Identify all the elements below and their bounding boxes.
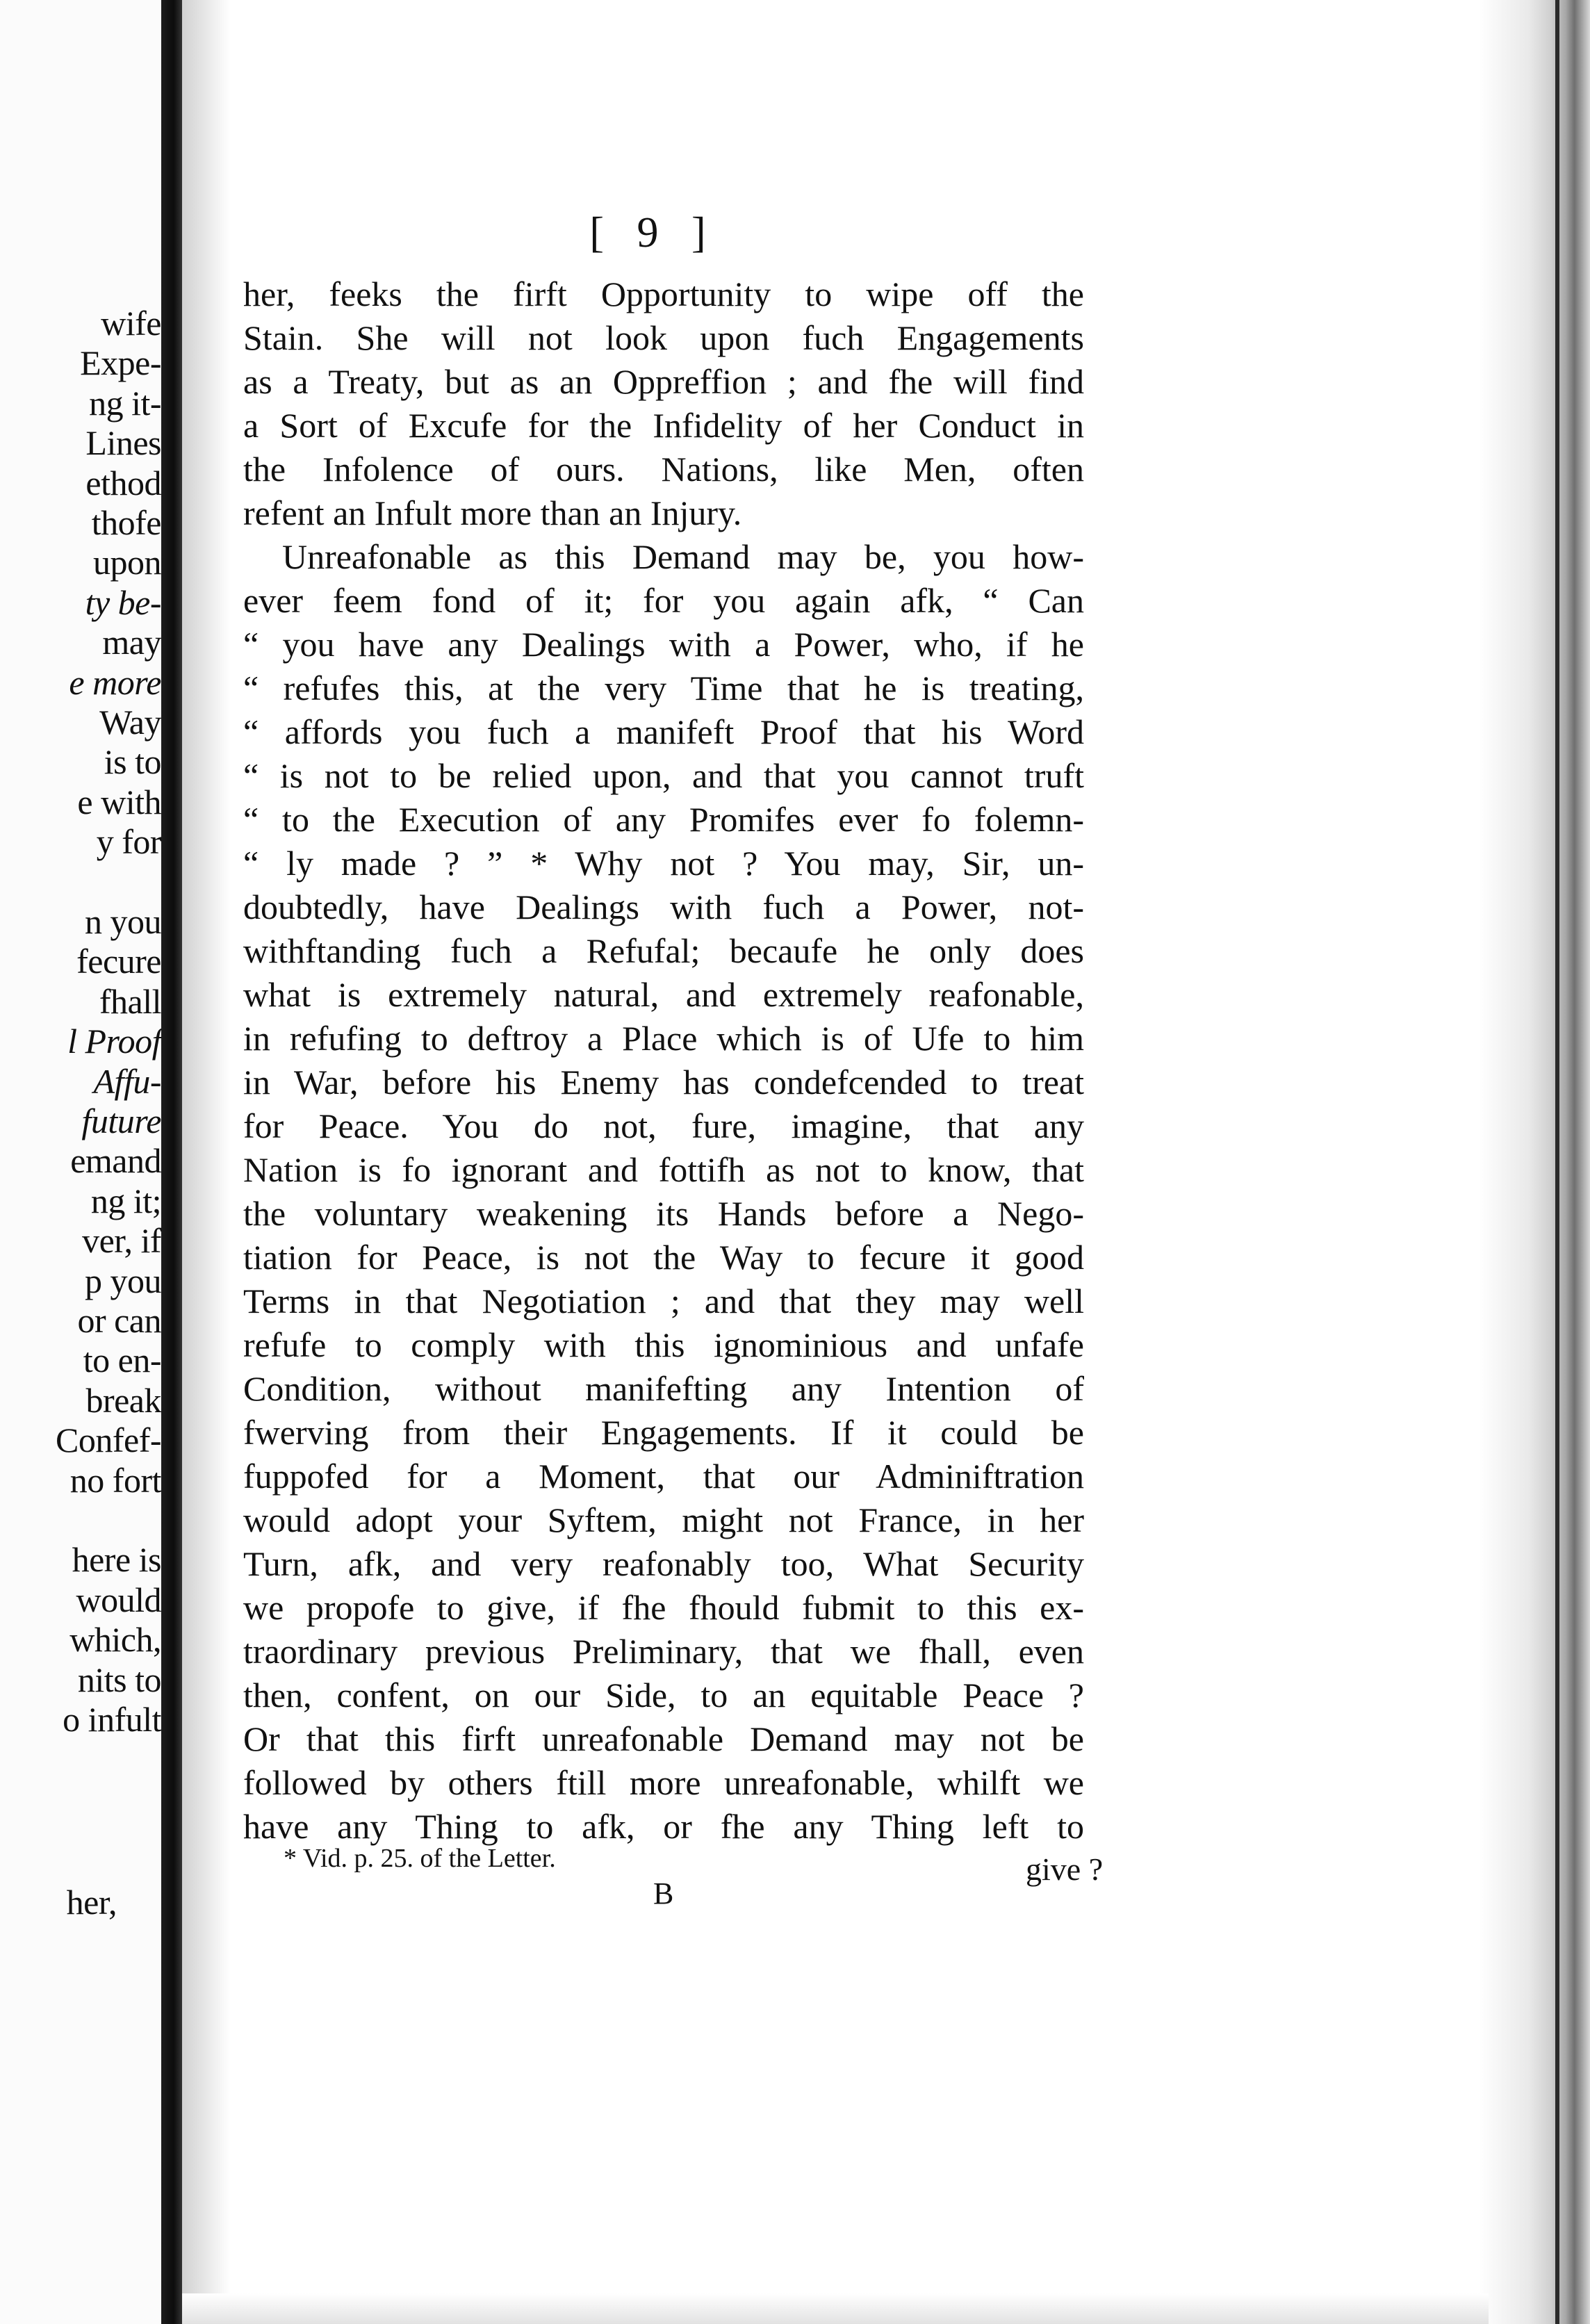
- text-line: fuppofed for a Moment, that our Adminiftration: [243, 1457, 1084, 1496]
- left-page-line: upon: [93, 543, 161, 582]
- signature-mark: B: [653, 1876, 674, 1910]
- left-page-line: n you: [85, 902, 161, 941]
- text-line: as a Treaty, but as an Oppreffion ; and fhe will find: [243, 362, 1084, 401]
- left-page-line: nits to: [77, 1660, 161, 1699]
- left-page-line: ty be-: [85, 582, 161, 622]
- left-page-line: thofe: [91, 503, 161, 542]
- left-page-line: Affu-: [93, 1061, 161, 1101]
- main-text-block: [243, 272, 1084, 1849]
- text-line: Or that this firft unreafonable Demand may not be: [243, 1719, 1084, 1758]
- left-page-line: which,: [69, 1620, 161, 1660]
- left-page-catchword: her,: [66, 1883, 117, 1922]
- left-page-line: fecure: [76, 942, 161, 981]
- left-page-line: or can: [77, 1301, 161, 1340]
- left-page-line: o infult: [63, 1700, 161, 1739]
- left-page-line: e with: [77, 782, 161, 821]
- text-line: “ to the Execution of any Promifes ever fo folemn-: [243, 800, 1084, 839]
- left-page-line: ver, if: [82, 1221, 161, 1261]
- footnote: * Vid. p. 25. of the Letter.: [284, 1844, 556, 1873]
- text-line: ever feem fond of it; for you again afk, “ Can: [243, 581, 1084, 620]
- left-page-line: Expe-: [80, 343, 161, 383]
- text-line: in War, before his Enemy has condefcended to treat: [243, 1063, 1084, 1102]
- text-line: traordinary previous Preliminary, that we fhall, even: [243, 1632, 1084, 1671]
- text-line: “ affords you fuch a manifeft Proof that his Word: [243, 712, 1084, 751]
- text-line: Condition, without manifefting any Intention of: [243, 1369, 1084, 1408]
- text-line: the Infolence of ours. Nations, like Men, often: [243, 450, 1084, 489]
- left-page-line: here is: [72, 1540, 161, 1580]
- left-page-line: Lines: [85, 423, 161, 463]
- left-page-line: p you: [85, 1261, 161, 1300]
- left-page-line: would: [76, 1580, 161, 1619]
- left-page-line: future: [81, 1102, 161, 1140]
- left-page-line: to en-: [83, 1341, 161, 1380]
- text-line: would adopt your Syftem, might not France, in her: [243, 1500, 1084, 1539]
- text-line: withftanding fuch a Refufal; becaufe he only does: [243, 931, 1084, 970]
- text-line: Unreafonable as this Demand may be, you how-: [282, 537, 1084, 576]
- text-line: Nation is fo ignorant and fottifh as not to know, that: [243, 1150, 1084, 1189]
- text-line: Stain. She will not look upon fuch Engagements: [243, 318, 1084, 357]
- text-line: tiation for Peace, is not the Way to fecure it good: [243, 1238, 1084, 1277]
- text-line: the voluntary weakening its Hands before a Nego-: [243, 1194, 1084, 1233]
- left-page-line: may: [102, 623, 161, 662]
- page-bottom-edge: [182, 2293, 1489, 2324]
- left-page-line: y for: [96, 822, 161, 862]
- left-page-line: l Proof: [67, 1022, 161, 1061]
- left-page-line: emand: [70, 1141, 161, 1181]
- left-page-line: ng it;: [90, 1181, 161, 1220]
- left-page-line: wife: [101, 304, 161, 343]
- text-line: refent an Infult more than an Injury.: [243, 493, 742, 532]
- left-page-line: break: [85, 1380, 161, 1420]
- page-right-edge: [1479, 0, 1590, 2324]
- text-line: “ refufes this, at the very Time that he is treating,: [243, 669, 1084, 707]
- text-line: refufe to comply with this ignominious and unfafe: [243, 1325, 1084, 1364]
- page-number-header: [ 9 ]: [589, 209, 717, 256]
- text-line: then, confent, on our Side, to an equitable Peace ?: [243, 1676, 1084, 1715]
- left-page-line: is to: [104, 742, 161, 782]
- left-page-fragment: [0, 0, 161, 2324]
- book-gutter: [161, 0, 182, 2324]
- text-line: in refufing to deftroy a Place which is of Ufe to him: [243, 1019, 1084, 1058]
- text-line: “ is not to be relied upon, and that you cannot truft: [243, 756, 1084, 795]
- text-line: followed by others ftill more unreafonable, whilft we: [243, 1763, 1084, 1802]
- left-page-line: Confef-: [56, 1421, 161, 1460]
- text-line: her, feeks the firft Opportunity to wipe off the: [243, 275, 1084, 313]
- left-page-line: Way: [99, 703, 161, 742]
- text-line: have any Thing to afk, or fhe any Thing left to: [243, 1807, 1084, 1846]
- left-page-line: ng it-: [89, 383, 161, 423]
- text-line: what is extremely natural, and extremely reafonable,: [243, 975, 1084, 1014]
- catchword: give ?: [1026, 1851, 1104, 1887]
- gutter-shadow: [182, 0, 231, 2324]
- text-line: doubtedly, have Dealings with fuch a Power, not-: [243, 887, 1084, 926]
- text-line: “ you have any Dealings with a Power, who, if he: [243, 625, 1084, 664]
- text-line: fwerving from their Engagements. If it could be: [243, 1413, 1084, 1452]
- left-page-line: e more: [69, 662, 161, 702]
- text-line: a Sort of Excufe for the Infidelity of her Conduct in: [243, 406, 1084, 445]
- left-page-line: fhall: [99, 981, 161, 1021]
- left-page-line: no fort: [69, 1460, 161, 1500]
- text-line: Terms in that Negotiation ; and that they may well: [243, 1282, 1084, 1320]
- text-line: for Peace. You do not, fure, imagine, that any: [243, 1106, 1084, 1145]
- left-page-line: ethod: [85, 463, 161, 502]
- text-line: we propofe to give, if fhe fhould fubmit to this ex-: [243, 1588, 1084, 1627]
- text-line: Turn, afk, and very reafonably too, What Security: [243, 1544, 1084, 1583]
- text-line: “ ly made ? ” * Why not ? You may, Sir, un-: [243, 844, 1084, 883]
